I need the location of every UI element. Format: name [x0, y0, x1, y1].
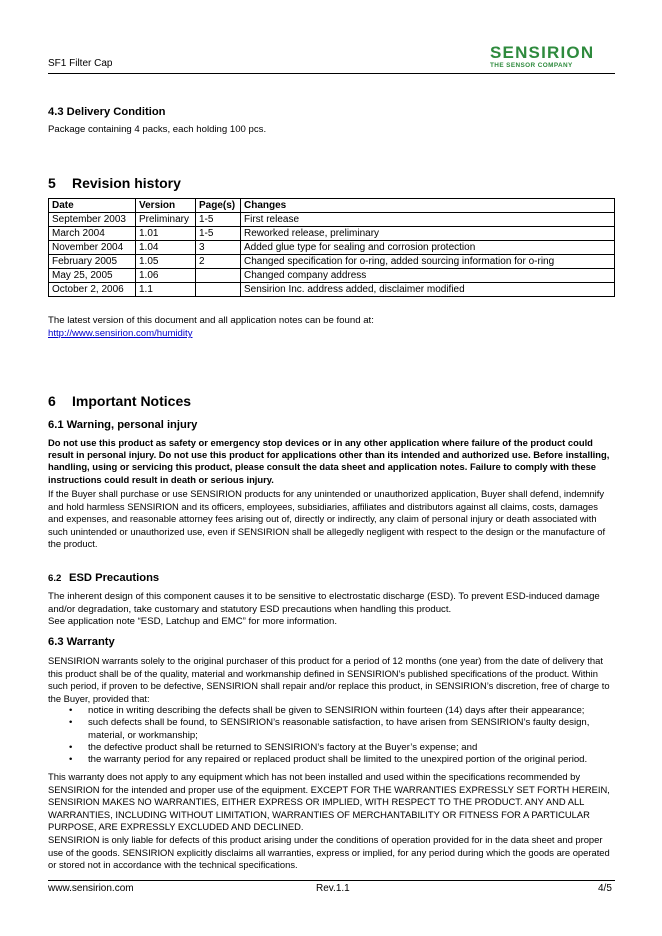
revision-column-header: Changes [241, 199, 615, 213]
table-cell: 1.04 [136, 241, 196, 255]
revision-history-heading [48, 177, 615, 189]
important-notices-number: 6 [48, 393, 56, 409]
revision-table [48, 198, 615, 297]
list-item-text: such defects shall be found, to SENSIRION’s reasonable satisfaction, to have arisen from SENSIRION’s faulty design, material, or workmanship; [88, 717, 590, 741]
warranty-intro: SENSIRION warrants solely to the original purchaser of this product for a period of 12 months (one year) from the date of delivery that this product shall be of the quality, material and workmanship defined in SENSIRION’s published specifications of the product. Within such period, if proven to be defective, SENSIRION shall repair and/or replace this product, in SENSIRION’s discretion, free of charge to the Buyer, provided that: [48, 655, 610, 704]
table-cell: 1.06 [136, 269, 196, 283]
bullet-icon: • [69, 741, 73, 753]
warning-text: If the Buyer shall purchase or use SENSIRION products for any unintended or unauthorized application, Buyer shall defend, indemnify and hold harmless SENSIRION and its officers, employees, subsidiaries, affiliates and distributors against all claims, costs, damages and expenses, and reasonable attorney fees arising out of, directly or indirectly, any claim of personal injury or death associated with such unintended or unauthorized use, even if SENSIRION shall be allegedly negligent with respect to the design or the manufacture of the product. [48, 488, 606, 549]
table-cell: September 2003 [49, 213, 136, 227]
humidity-link[interactable]: http://www.sensirion.com/humidity [48, 328, 193, 339]
table-cell: Reworked release, preliminary [241, 227, 615, 241]
logo-main-text: SENSIRION [490, 43, 595, 62]
warranty-heading: 6.3 Warranty [48, 636, 115, 648]
table-cell: Added glue type for sealing and corrosion protection [241, 241, 615, 255]
list-item-text: the defective product shall be returned to SENSIRION’s factory at the Buyer’s expense; and [88, 741, 478, 753]
footer-rule [48, 880, 615, 881]
warranty-liability: SENSIRION is only liable for defects of this product arising under the conditions of operation provided for in the data sheet and proper use of the goods. SENSIRION explicitly disclaims all warranties, express or implied, for any period during which the goods are operated or stored not in accordance with the technical specifications. [48, 834, 610, 870]
warning-heading: 6.1 Warning, personal injury [48, 419, 198, 431]
table-cell [196, 269, 241, 283]
table-row [49, 283, 615, 297]
table-row [49, 227, 615, 241]
table-cell: First release [241, 213, 615, 227]
esd-title: ESD Precautions [69, 572, 160, 584]
esd-note: See application note “ESD, Latchup and EMC” for more information. [48, 616, 338, 627]
table-row [49, 213, 615, 227]
list-item-text: the warranty period for any repaired or replaced product shall be limited to the unexpired portion of the original period. [88, 754, 588, 766]
footer-website: www.sensirion.com [48, 883, 134, 894]
table-cell: Preliminary [136, 213, 196, 227]
table-row [49, 269, 615, 283]
table-cell [196, 283, 241, 297]
warning-bold-text: Do not use this product as safety or emergency stop devices or in any other application where failure of the product could result in personal injury. Do not use this product for applications other than its intended and authorized use. Before installing, handling, using or servicing this product, please consult the data sheet and application notes. Failure to comply with these instructions could result in death or serious injury. [48, 437, 610, 485]
delivery-condition-heading: 4.3 Delivery Condition [48, 106, 166, 118]
list-item [48, 705, 615, 717]
list-item [48, 742, 615, 754]
revision-table-body [49, 213, 615, 297]
revision-column-header: Date [49, 199, 136, 213]
table-cell: Sensirion Inc. address added, disclaimer modified [241, 283, 615, 297]
table-cell: 2 [196, 255, 241, 269]
bullet-icon: • [69, 754, 73, 766]
esd-heading [48, 572, 615, 585]
table-cell: October 2, 2006 [49, 283, 136, 297]
table-cell: November 2004 [49, 241, 136, 255]
delivery-condition-text: Package containing 4 packs, each holding 100 pcs. [48, 124, 267, 135]
table-cell: 1.01 [136, 227, 196, 241]
important-notices-heading [48, 395, 615, 407]
list-item [48, 717, 615, 742]
important-notices-title: Important Notices [72, 393, 192, 409]
footer-page-number: 4/5 [598, 883, 612, 894]
bullet-icon: • [69, 717, 73, 729]
revision-history-title: Revision history [72, 175, 181, 191]
revision-column-header: Version [136, 199, 196, 213]
table-cell: February 2005 [49, 255, 136, 269]
latest-version-note: The latest version of this document and all application notes can be found at: [48, 315, 374, 326]
table-row [49, 255, 615, 269]
esd-text: The inherent design of this component causes it to be sensitive to electrostatic discharge (ESD). To prevent ESD-induced damage and/or degradation, take customary and statutory ESD precautions when handling this product. [48, 591, 600, 615]
esd-number: 6.2 [48, 573, 62, 584]
table-cell: 1-5 [196, 227, 241, 241]
header-rule [48, 73, 615, 74]
warranty-conditions [48, 705, 615, 766]
table-cell: May 25, 2005 [49, 269, 136, 283]
footer-revision: Rev.1.1 [316, 883, 350, 894]
table-cell: 1.05 [136, 255, 196, 269]
humidity-link-line [48, 328, 615, 341]
warranty-bullet-list [48, 705, 615, 766]
revision-table-wrapper [48, 198, 615, 297]
logo-sub-text: THE SENSOR COMPANY [490, 62, 573, 69]
table-cell: Changed company address [241, 269, 615, 283]
list-item-text: notice in writing describing the defects shall be given to SENSIRION within fourteen (14) days after their appearance; [88, 705, 585, 716]
table-cell: Changed specification for o-ring, added sourcing information for o-ring [241, 255, 615, 269]
revision-table-header [49, 199, 615, 213]
table-cell: March 2004 [49, 227, 136, 241]
table-cell: 1-5 [196, 213, 241, 227]
table-row [49, 241, 615, 255]
doc-title: SF1 Filter Cap [48, 58, 113, 69]
table-cell: 1.1 [136, 283, 196, 297]
revision-column-header: Page(s) [196, 199, 241, 213]
sensirion-logo [490, 44, 618, 70]
table-cell: 3 [196, 241, 241, 255]
revision-history-number: 5 [48, 175, 56, 191]
warranty-exclusions: This warranty does not apply to any equipment which has not been installed and used within the specifications recommended by SENSIRION for the intended and proper use of the equipment. EXCEPT FOR THE WARRANTIES EXPRESSLY SET FORTH HEREIN, SENSIRION MAKES NO WARRANTIES, EITHER EXPRESS OR IMPLIED, WITH RESPECT TO THE PRODUCT. ANY AND ALL WARRANTIES, INCLUDING WITHOUT LIMITATION, WARRANTIES OF MERCHANTABILITY OR FITNESS FOR A PARTICULAR PURPOSE, ARE EXPRESSLY EXCLUDED AND DECLINED. [48, 771, 610, 832]
bullet-icon: • [69, 705, 73, 716]
list-item [48, 754, 615, 766]
